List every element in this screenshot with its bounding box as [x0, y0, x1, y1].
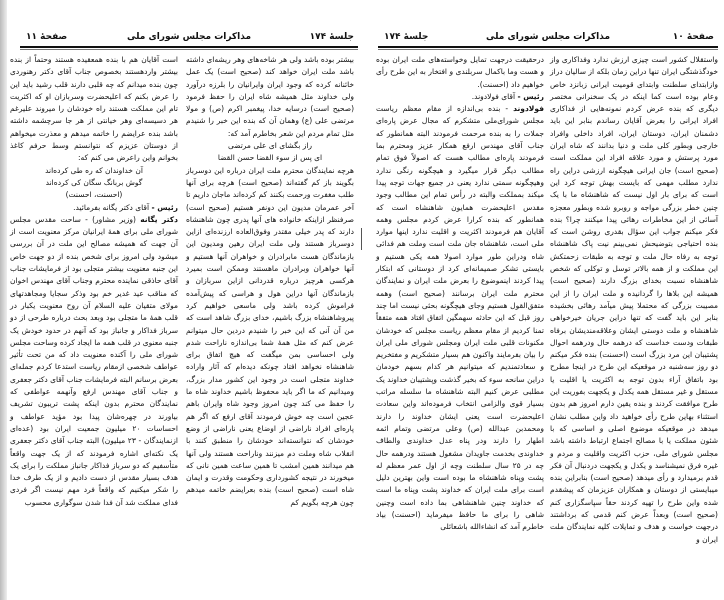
speech-text: - بنده بی‌اندازه از مقام معظم ریاست مجلس شورای‌ملی متشکرم که مجال عرض پاره‌ای جملات را به بنده مرحمت فرمودند البته همانطور که جناب آقای مهندس ارفع همکار عزیز ومحترم بما فرمودند پاره‌ای مطالب هست که اصولاً فوق تمام مطالب دیگر قرار میگیرد و هیچگونه رنگی ندارد وهیچگونه سمتی ندارد یعنی در جمیع جهات توجه پیدا میکند بمملکت والبته در رأس تمام این مطالب وجود مقدس اعلیحضرت همایون شاهنشاه است که همانطور که بنده کرارا عرض کردم مجلس وهمه آقایان هم فرمودند اکثریت و اقلیت ندارد اینها موارد ملی است، شاهنشاه جان ملت است وملت هم فدائی شاه ودراین طور موارد اصولا همه یکی هستیم و بایستی تشکر صمیمانه‌ای کرد از دوستانی که ابتکار پیدا کردند اینموضوع را بعرض ملت ایران و نمایندگان محترم ملت ایران برسانند (صحیح است) وهمه متفق‌القول هستیم وجای هیچگونه بحثی نیست اما چند روز قبل که این حادثه سهمگین اتفاق افتاد همه متفقاً تمنا کردیم از مقام معظم ریاست مجلس که خودشان مکنونات قلبی ملت ایران ومجلس شورای ملی ایران را بیان بفرمایند واکنون هم بسیار متشکریم و مفتخریم و سعادتمندیم که میتوانیم هر کدام بسهم خودمان دراین سانحه سوء که بخیر گذشت وپشتیبان خداوند یک مطلبی عرض کنیم البته شاهنشاه ما سلسله مراتب بسیار قوی والزامی انتخاب فرموده‌اند واین سعادت اعلیحضرت است یعنی ایشان خداوند را دارند ومحمدبن عبدالله (ص) وعلی مرتضی وتمام ائمه اطهار را دارند ودر پناه عدل خداوندی والطاف خداوندی بخدمت جاویدان مشغول هستند ودرهمه حال چه در ۲۵ سال سلطنت وچه از اول عمر معظم له پشت وپناه شاهنشاه ما بوده است واین بهترین دلیل است برای ملت ایران که خداوند پشت وپناه ما است که خداوند چنین شاهنشاهی بما داده است وچنین شاهی را برای ما حافظ میفرماید (احسنت) بیاد خاطرم آمد که انشاءالله باشعائلی	[376, 104, 545, 532]
speech-text: آقای فولادوند.	[471, 91, 516, 101]
scan-edge-shadow	[0, 0, 7, 600]
text-column-left	[10, 54, 178, 509]
paragraph: واستقلال کشور است چیزی ارزش ندارد وفداکاری واز خودگذشتگی ایران تنها دراین زمان بلکه از سالیان دراز وازابتدای سلطنت وابتدای قومیت ایرانی زبانزد خاص وعام بوده است کما اینکه در یک سخنرانی مختصر دیگری که بنده عرض کردم نمونه‌هایی از فداکاری افراد ایرانی را بعرض آقایان رساندم بنابر این باید دشمنان ایران، دوستان ایران، افراد داخلی وافراد خارجی وبطور کلی ملت و دنیا بدانند که شاه ایران مورد پرستش و مورد علاقه افراد این مملکت است (صحیح است) جان ایرانی هیچگونه ارزشی دراین راه ندارد مطلب مهمی که بایست بهش توجه کرد این است که برای بار اول نیست که شاهنشاه ما با یک چنین خطر بزرگی مواجه و روبرو شده وبطور معجزه آسائی از این مخاطرات رهائی پیدا میکنند چرا؟ بنده فکر میکنم جواب این سؤال بقدری روشن است که بنده احتیاجی بتوضیحش نمی‌بینم نیت پاک شاهنشاه توجه به رفاه حال ملت و توجه به طبقات زحمتکش این مملکت و از همه بالاتر توسل و توکلی که شخص شاهنشاه نسبت بخدای بزرگ دارند (صحیح است) همیشه این بلاها را گردانیده و ملت ایران را از این مصیبت بزرگی که محتملا پیش میآمد رهائی بخشیده بنابر این باید گفت که تنها دراین جریان خیرخواهی شاهنشاه و ملت دوستی ایشان وعلاقه‌مندیشان برفاه طبقات ودست خداست که درهمه حال ودرهمه احوال پشتیبان این مرد بزرگ است (احسنت) بنده فکر میکنم دو روز سه‌شنبه در موقعیکه این طرح در اینجا مطرح بود باتفاق آراء بدون توجه به اکثریت یا اقلیت یا مستقل و غیر مستقل همه یکدل و یکجهت بفوریت این طرح موافقت کردند و بنده یقین دارم امروز هم بدون استثناء بهاین طرح رأی خواهید داد واین مطلب نشان میدهد در موقعیکه موضوع اصلی و اساسی که با شئون مملکت یا با مصالح اجتماع ارتباط داشته باشد مجلس شورای ملی، حزب اکثریت واقلیت و مردم و غیره فرق نمیشناسد و یکدل و یکجهت دردنبال آن فکر قدم برمیدارد و رأی میدهد (صحیح است) بنابراین بنده میبایستی از دوستان و همکاران عزیزمان که پیشقدم شده واین طرح را تهیه کردند حقاً سپاسگزاری کنم (صحیح است) وبعداً عرض کنم قدمی که برداشتند درجهت خواست و هدف و تمایلات کلیه نمایندگان ملت ایران و	[550, 55, 718, 544]
page-header	[20, 32, 358, 46]
text-column-left	[376, 54, 544, 534]
speech-text: آقای دکتر یگانه بفرمائید.	[73, 202, 150, 212]
right-page	[366, 0, 718, 600]
speaker-paragraph	[10, 214, 178, 509]
session-number: جلسهٔ ۱۷۴	[309, 32, 354, 42]
page-number: صفحهٔ ۱۰	[672, 32, 714, 42]
header-rule-thin	[378, 49, 718, 50]
verse-line: (احسنت، احسنت)	[65, 190, 123, 200]
page-number: صفحهٔ ۱۱	[26, 32, 68, 42]
header-rule-thin	[20, 49, 358, 50]
speaker-name: دکتر یگانه	[140, 214, 178, 224]
running-title: مذاکرات مجلس شورای ملی	[485, 32, 611, 42]
page-gutter-mark	[361, 228, 362, 250]
speaker-name: رئیس -	[517, 91, 544, 101]
text-column-right	[550, 54, 718, 546]
paragraph: هرچه نمایندگان محترم ملت ایران درباره این دوسرباز بگویند باز کم گفته‌اند (صحیح است) هرچه برای آنها طلب مغفرت ورحمت بکنند کم کرده‌اند ماجان داریم تا آخر عمرمان مدیون این دونفر هستیم (صحیح است) صرفنظر ازاینکه خانواده های آنها پدری چون شاهنشاه دارند که پدر خیلی مقتدر وفوق‌العاده ارزنده‌ای ازاین دوسرباز هستند ولی ملت ایران رهین ومدیون این بازماندگان هست مابرادران و خواهران آنها هستیم و آنها خواهران وبرادران ماهستند وممکن است بمیرد هرکسی هرچیز درباره قدردانی ازاین سربازان و بازماندگان آنها دراین هول و هراسی که پیش‌آمده فراموش کرده باشد ولی ماسعی خواهیم کرد پیروشاهنشاه بزرگ باشیم، خدای بزرگ شاهد است که من آن آنی که این خبر را شنیدم دردین حال میتوانم عرض کنم که مثل همهٔ شما بی‌اندازه ناراحت شدم ولی احساسی بمن میگفت که هیچ اتفاق برای شاهنشاه نخواهد افتاد چونکه دیده‌ام که آثار واراده خداوند متجلی است در وجود این کشور مدار بزرگ، ومیدانیم که ما اگر باید محفوظ باشیم خداوند شاه ما را حفظ می کند چون امروز وجود شاه وایران باهم عجین است چه خوش فرمودند آقای ارفع که اگر هم پاره‌ای افراد ناراضی از اوضاع یعنی ناراضی از وضع خودشان که نتوانسته‌اند خودشان را منطبق کنند با انقلاب شاه وملت دم میزنند وناراحت هستند ولی آنها هم میدانند همین امشب تا همین ساعت همین نانی که میخورند در نتیجه کشورداری وحکومت وقدرت و ایمان شاه است (صحیح است) بنده بعرایضم خاتمه میدهم چون هرچه بگویم کم	[186, 165, 354, 507]
verse-line: ای پس از سوء القضا حسن القضا	[217, 153, 323, 163]
paragraph: است آقایان هم با بنده همعقیده هستند وحتماً از بنده بیشتر واردهستند بخصوص جناب آقای دکتر رهنوردی چون بنده میدانم که چه قلبی دارند قلب رشید باید این را عرض بکنم که اعلیحضرت وسربازان او که اکثریت تام این مملکت هستند راه خودشان را میروند علیرغم هر دسیسه‌ای وهر خیانتی از هر جا سرچشمه داشته باشد بنده عرایضم را خاتمه میدهم و معذرت میخواهم از دوستان عزیزم که نتوانستم وسط حرفم کاغذ بخوانم واین راعرض می کنم که:	[10, 55, 178, 163]
speaker-paragraph	[10, 202, 178, 214]
verse-line: راز بگشای ای علی مرتضی	[227, 141, 313, 151]
header-rule	[378, 46, 718, 48]
page-header	[378, 32, 718, 46]
verse-line: آن خداوندان که ره طی کرده‌اند	[45, 165, 143, 175]
speaker-name: رئیس -	[151, 202, 178, 212]
speaker-paragraph	[376, 103, 544, 533]
paragraph: بیشتر بوده باشد ولی هر شاخه‌های وهر ریشه‌ای داشته باشد ملت ایران خواهد کند (صحیح است) یک عمل خائنانه کرده که وجود ایران وایرانیان را بلرزه درآورد ولی خداوند مثل همیشه شاه ایران را حفظ فرمود (صحیح است) درسایه خدا، پیغمبر اکرم (ص) و مولا مرتضی علی (ع) وهمان آن که بنده این خبر را شنیدم مثل تمام مردم این شعر بخاطرم آمد که:	[185, 55, 354, 138]
left-page	[8, 0, 358, 600]
speaker-paragraph	[376, 91, 544, 103]
speaker-name: فولادوند	[513, 104, 544, 114]
session-number: جلسهٔ ۱۷۴	[384, 32, 429, 42]
paragraph: درحقیقت درجهت تمایل وخواسته‌های ملت ایران بوده و هست وما باکمال سربلندی و افتخار به این طرح رأی خواهیم داد (احسنت).	[376, 55, 544, 89]
header-rule	[20, 46, 358, 48]
verse-line: گوش بربانگ سگان کی کرده‌اند	[45, 177, 143, 187]
running-title: مذاکرات مجلس شورای ملی	[126, 32, 252, 42]
text-column-right	[186, 54, 354, 509]
speech-text: (وزیر مشاور) - ساحت مقدس مجلس شورای ملی برای همهٔ ایرانیان مرکز معنویت است از آن جهت که همیشه مصالح این ملت در آن بررسی میشود ولی امروز برای شخص بنده از دو جهت خاص این جنبه معنویت بیشتر متجلی بود از فرمایشات جناب آقای حاذقی نماینده محترم وجناب آقای مهندس اخوان که مناقب عید غدیر خم بود وذکر سجایا ومجاهدتهای مولای متقیان علیه السلام آن روح معنویت یکبار در قلب همهٔ ما متجلی بود وبعد بحث درباره طرحی از دو سرباز فداکار و جانباز بود که آنهم در حدود خودش یک جنبه معنوی در قلب همه ما ایجاد کرده وساحت مجلس شورای ملی را آکنده معنویت داد که من تحت تأثیر عواطف شخصی ازمقام ریاست استدعا کردم جمله‌ای بعرض برسانم البته فرمایشات جناب آقای دکتر جعفری و جناب آقای مهندس ارفع وآنهمه عواطفی که نمایندگان محترم بدون اینکه پشت تریبون تشریف بیاورند در چهره‌شان پیدا بود مؤید عواطف و احساسات ۲۰ میلیون جمعیت ایران بود (عده‌ای ازنمایندگان - ۲۳ میلیون) البته جناب آقای دکتر جعفری یک نکته‌ای اشاره فرمودند که از یک جهت واقعاً متأسفیم که دو سرباز فداکار جانباز مملکت را برای یک هدف بسیار مقدس از دست دادیم و از یک طرف خدا را شکر میکنیم که واقعاً فرد مهم نیست اگر فردی فدای مملکت شد آن فدا شدن سوگواری محسوب	[9, 214, 178, 507]
